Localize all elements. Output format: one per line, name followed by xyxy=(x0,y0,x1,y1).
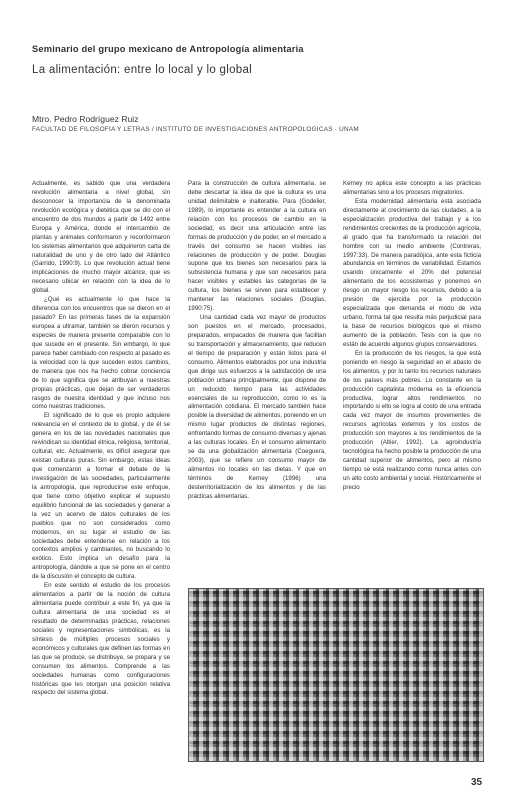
paragraph: Para la construcción de cultura alimentaria, se debe descartar la idea de que la cultura es una unidad delimitable e inalterable. Para (Godelier, 1989), lo importante es entender a la cultura en relación con los procesos de cambio en la sociedad, es decir una articulación entre las formas de producción y de poder, en el mercado a través del consumo se hacen visibles las relaciones de producción y de poder. Douglas supone que los bienes son necesarios para la subsistencia humana y que son necesarios para hacer visibles y estables las categorías de la cultura, los bienes se sirven para establecer y mantener las relaciones sociales (Douglas, 1990:75). xyxy=(188,180,326,313)
text-column-2 xyxy=(188,180,326,570)
paragraph: Kerney no aplica este concepto a las prácticas alimentarias sino a los procesos migratorios. xyxy=(343,180,481,196)
paragraph: Esta modernidad alimentaria está asociada directamente al crecimiento de las ciudades, a la especialización productiva del trabajo y a los rendimientos crecientes de la producción agrícola, al grado que ha transformado la relación del hombre con su medio ambiente (Contreras, 1997:33). De manera paradójica, ante esta ficticia abundancia en términos de variabilidad. Estamos usando únicamente el 20% del potencial alimentario de los ecosistemas y ponemos en riesgo un mayor riesgo los recursos, debido a la presión de ejercida por la producción especializada que demanda el modo de vida urbano, forma tal que resulta más perjudicial para la base de recursos biológicos que el mismo aumento de la población. Tesis con la que no están de acuerdo algunos grupos conservadores. xyxy=(343,197,481,348)
seminar-series-title: Seminario del grupo mexicano de Antropología alimentaria xyxy=(32,44,304,54)
article-title: La alimentación: entre lo local y lo global xyxy=(32,64,253,76)
paragraph: En este sentido el estudio de los procesos alimentarios a partir de la noción de cultura alimentaria puede contribuir a este fin, ya que la cultura alimentaria de una sociedad es el resultado de determinadas prácticas, relaciones sociales y representaciones simbólicas, es la síntesis de múltiples procesos sociales y económicos y culturales que definen las formas en las que se produce, se distribuye, se prepara y se consumen los alimentos. Comprende a las sociedades humanas como configuraciones históricas que les otorgan una posición relativa respecto del sistema global. xyxy=(32,582,170,697)
halftone-photograph xyxy=(188,588,484,762)
paragraph: Actualmente, es sabido que una verdadera revolución alimentaria a nivel global, sin desconocer la importancia de la denominada revolución ecológica y dietética que se dio con el encuentro de dos mundos a partir de 1492 entre Europa y América, donde el intercambio de plantas y animales conformaron y reconformaron los sistemas alimentarios que adquirieron carta de naturalidad de uno y de otro lado del Atlántico (Garrido, 1990:9). Lo que revolución actual tiene implicaciones de mucho mayor alcance, que es necesario ubicar en relación con la idea de lo global. xyxy=(32,180,170,295)
author-name: Mtro. Pedro Rodríguez Ruiz xyxy=(32,114,139,124)
text-column-1 xyxy=(32,180,170,720)
paragraph: Una cantidad cada vez mayor de productos son puestos en el mercado, procesados, preparados, empacados de manera que facilitan su transportación y almacenamiento, que reducen el tiempo de preparación y están listos para el consumo. Alimentos elaborados por una industria que dirige sus esfuerzos a la satisfacción de una población urbana principalmente, que dispone de un reducido tiempo para las actividades esenciales de su reproducción, como lo es la alimentación cotidiana. El mercado también hace posible la diversidad de alimentos, poniendo en un mismo lugar productos de distintas regiones, enfrentando formas de consumo diversas y ajenas a las culturas locales. En el consumo alimentario se da una globalización alimentaria (Coeguera, 2003), que se refiere un consumo mayor de alimentos no locales en las dietas. Y que en términos de Kerney (1996) una desterritorialización de los alimentos y de las prácticas alimentarias. xyxy=(188,314,326,500)
text-column-3 xyxy=(343,180,481,570)
paragraph: ¿Qué es actualmente lo que hace la diferencia con los encuentros que se dieron en el pasado? En las primeras fases de la expansión europea a ultramar, también se dieron recursos y especies de manera presente comparable con lo que sucede en el presente. Sin embargo, lo que parece haber cambiado con respecto al pasado es la velocidad con la que suceden estos cambios, de manera que nos ha hecho cobrar conciencia de lo que significa que se atribuyan a nuestras propias prácticas, que dejan de ser verdaderos rasgos de nuestra identidad y que incluso nos como nuestras tradiciones. xyxy=(32,296,170,411)
author-affiliation: FACULTAD DE FILOSOFÍA Y LETRAS / INSTITUTO DE INVESTIGACIONES ANTROPOLÓGICAS · UNAM xyxy=(32,126,359,133)
paragraph: En la producción de los riesgos, la que está poniendo en riesgo la seguridad en el abasto de los alimentos, y por lo tanto los recursos naturales de los países más pobres. Lo constante en la producción capitalista moderna es la eficiencia productiva, lograr altos rendimientos no importando si ello se logra al costo de una entrada cada vez mayor de insumos provenientes de recursos agrícolas externos y los costos de producción son mayores a los rendimientos de la producción (Altier, 1992). La agroindustria tecnológica ha hecho posible la producción de una cantidad superior de alimentos, pero al mismo tiempo se está realizando como nunca antes con un alto costo ambiental y social. Históricamente el precio xyxy=(343,349,481,491)
page-number: 35 xyxy=(471,777,483,788)
paragraph: El significado de lo que es propio adquiere relevancia en el contexto de lo global, y de él se genera en los de las novedades nacionales que reivindican su identidad étnica, religiosa, territorial, cultural, etc. Actualmente, es difícil asegurar que existan culturas puras. Sin embargo, estas ideas que comenzaron a formar el debate de la investigación de las sociedades, particularmente la antropología, que reproducirse este enfoque, que tiene como objetivo explicar el supuesto equilibrio funcional de las sociedades y generar a la vez un acervo de datos culturales de los pueblos que no son considerados como modernos, en su lugar el estudio de las sociedades debe entenderse en relación a los contextos amplios y cambiantes, no buscando lo exótico. Esto implica un desafío para la antropología, dándole a que se pone en el centro de la discusión el concepto de cultura. xyxy=(32,412,170,581)
